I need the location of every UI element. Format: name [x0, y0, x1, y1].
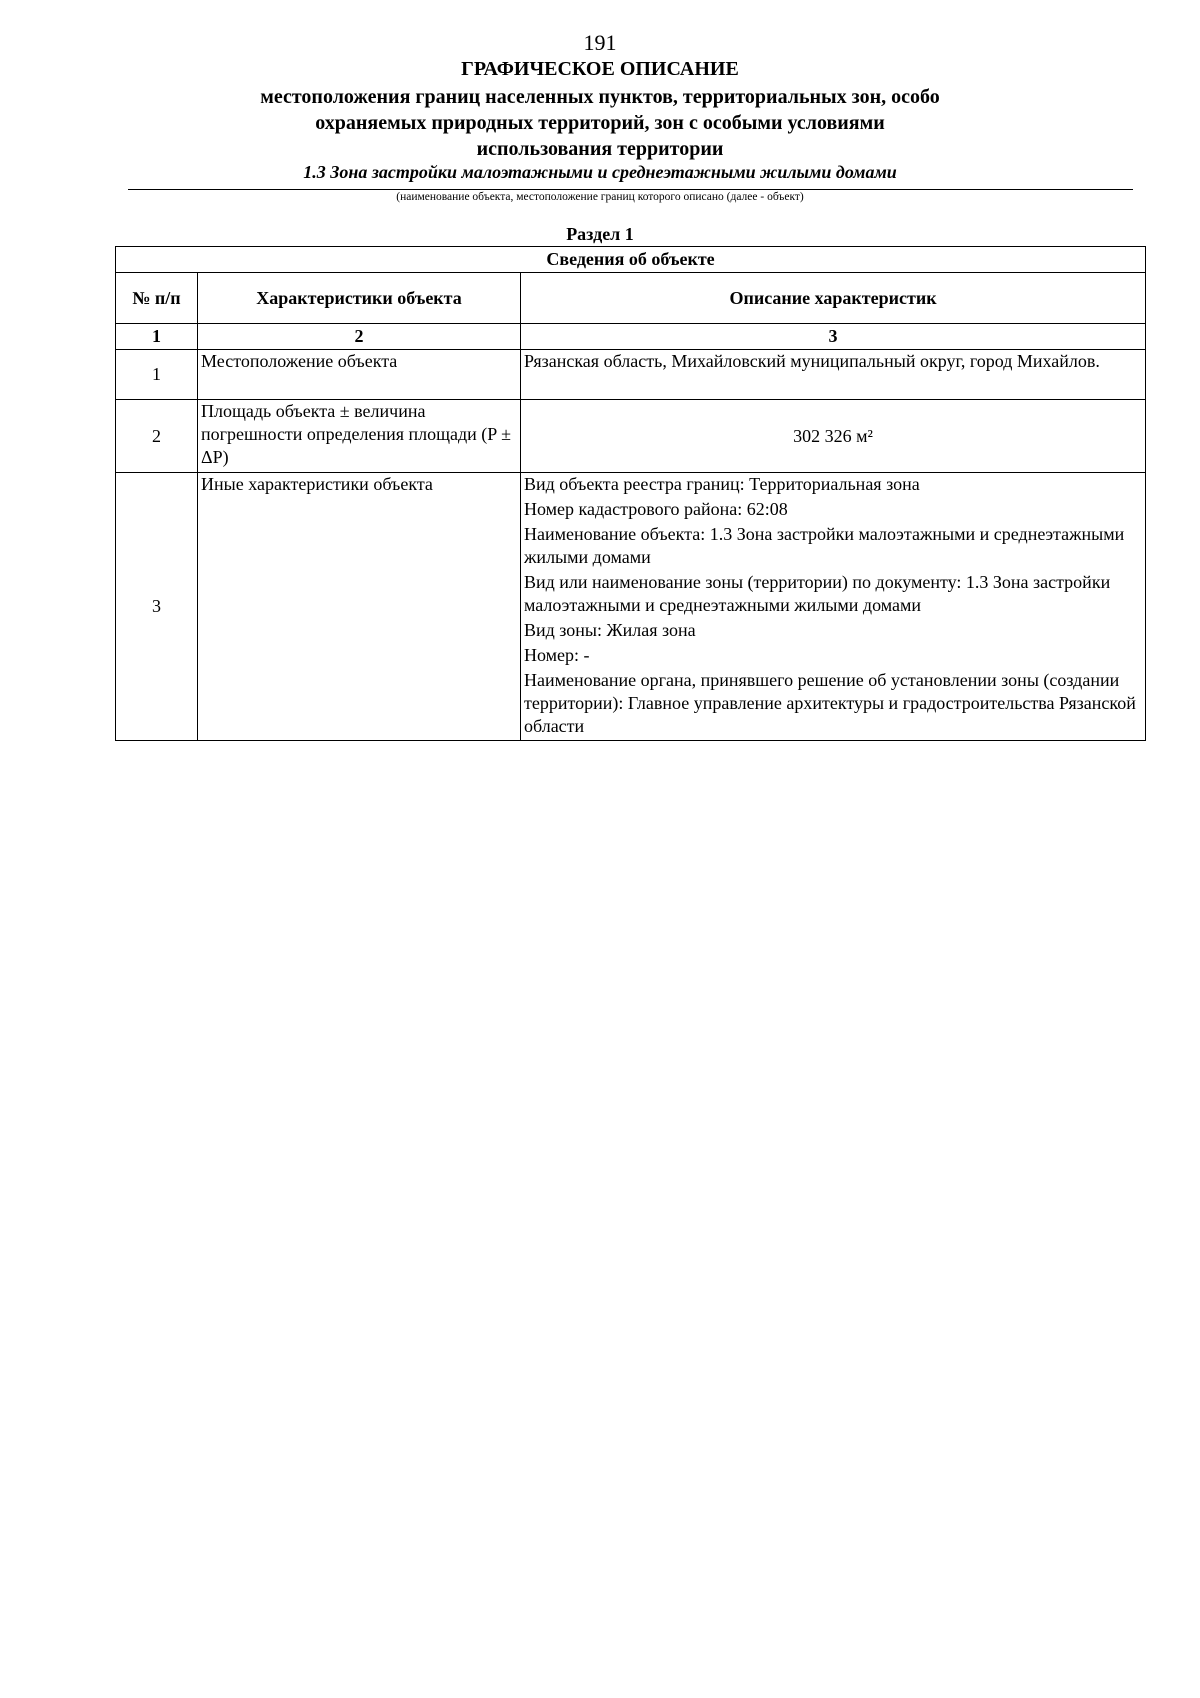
description-line: Наименование органа, принявшего решение об установлении зоны (создании территории): Главное управление архитектуры и градостроительства Рязанской области — [524, 670, 1136, 736]
column-index-3: 3 — [521, 324, 1146, 350]
header-num: № п/п — [116, 273, 198, 324]
row-description: 302 326 м² — [521, 400, 1146, 473]
underline-rule — [128, 189, 1133, 190]
table-row — [116, 350, 1146, 400]
description-line: Вид зоны: Жилая зона — [524, 620, 696, 640]
header-characteristic: Характеристики объекта — [198, 273, 521, 324]
table-row — [116, 473, 1146, 741]
object-caption: (наименование объекта, местоположение границ которого описано (далее - объект) — [396, 191, 804, 203]
header-description: Описание характеристик — [521, 273, 1146, 324]
document-subtitle: местоположения границ населенных пунктов, территориальных зон, особо охраняемых природных территорий, зон с особыми условиями использования территории — [260, 86, 940, 160]
row-number: 3 — [116, 473, 198, 741]
page-number: 191 — [583, 30, 617, 55]
row-number: 1 — [116, 350, 198, 400]
description-line: Наименование объекта: 1.3 Зона застройки малоэтажными и среднеэтажными жилыми домами — [524, 524, 1125, 567]
row-description: Рязанская область, Михайловский муниципальный округ, город Михайлов. — [521, 350, 1146, 400]
description-line: Номер: - — [524, 645, 590, 665]
column-index-1: 1 — [116, 324, 198, 350]
row-description-list — [521, 473, 1146, 741]
row-characteristic: Иные характеристики объекта — [198, 473, 521, 741]
table-row — [116, 400, 1146, 473]
column-index-2: 2 — [198, 324, 521, 350]
row-characteristic: Местоположение объекта — [198, 350, 521, 400]
table-title: Сведения об объекте — [116, 247, 1146, 273]
document-title: ГРАФИЧЕСКОЕ ОПИСАНИЕ — [461, 58, 739, 80]
object-name: 1.3 Зона застройки малоэтажными и среднеэтажными жилыми домами — [303, 162, 897, 182]
object-info-table — [115, 246, 1146, 741]
section-title: Раздел 1 — [566, 224, 634, 244]
row-characteristic: Площадь объекта ± величина погрешности определения площади (P ± ΔP) — [198, 400, 521, 473]
description-line: Вид или наименование зоны (территории) по документу: 1.3 Зона застройки малоэтажными и среднеэтажными жилыми домами — [524, 572, 1111, 615]
description-line: Вид объекта реестра границ: Территориальная зона — [524, 474, 920, 494]
row-number: 2 — [116, 400, 198, 473]
description-line: Номер кадастрового района: 62:08 — [524, 499, 788, 519]
